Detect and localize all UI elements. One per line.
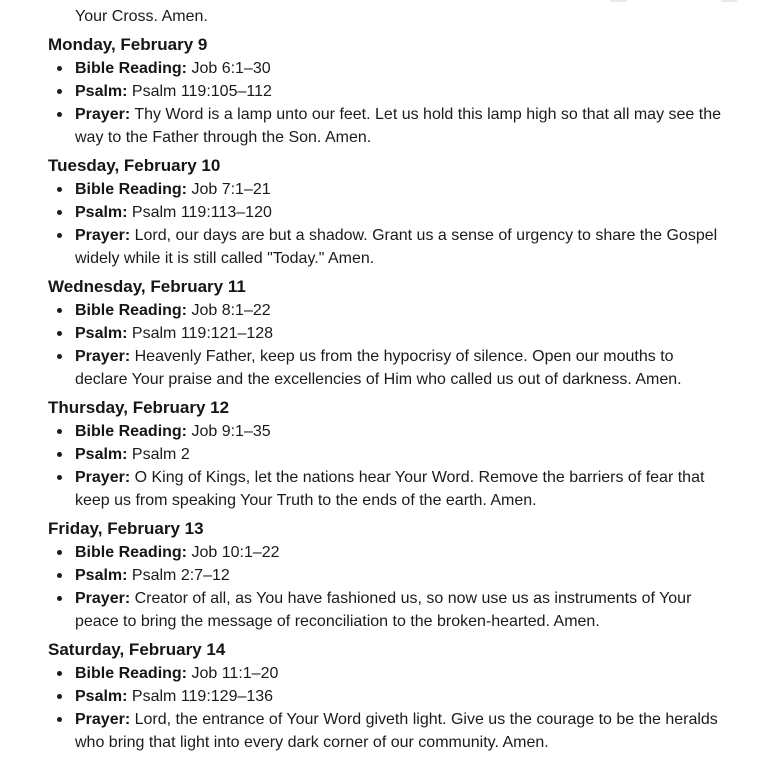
prayer-item [48, 587, 723, 633]
cutoff-text-artifact [610, 0, 627, 2]
bible-reading-item [48, 541, 723, 564]
bible-reading-label: Bible Reading: [75, 423, 188, 440]
day-section [48, 638, 723, 754]
psalm-item [48, 322, 723, 345]
reading-list [48, 178, 723, 270]
psalm-label: Psalm: [75, 83, 128, 100]
prayer-label: Prayer: [75, 106, 131, 123]
day-heading: Thursday, February 12 [48, 398, 230, 417]
psalm-label: Psalm: [75, 204, 128, 221]
psalm-value: Psalm 2 [131, 446, 190, 463]
bullet-icon [57, 354, 62, 359]
prayer-text: O King of Kings, let the nations hear Your Word. Remove the barriers of fear that keep us from speaking Your Truth to the ends of the earth. Amen. [75, 469, 705, 509]
bible-reading-value: Job 9:1–35 [191, 423, 271, 440]
day-section [48, 396, 723, 512]
intro-prayer-fragment: Your Cross. Amen. [75, 8, 208, 25]
bible-reading-item [48, 662, 723, 685]
day-section [48, 154, 723, 270]
psalm-label: Psalm: [75, 446, 128, 463]
bible-reading-label: Bible Reading: [75, 181, 188, 198]
bible-reading-value: Job 7:1–21 [191, 181, 271, 198]
bullet-icon [57, 573, 62, 578]
day-heading: Monday, February 9 [48, 35, 208, 54]
bullet-icon [57, 671, 62, 676]
bible-reading-label: Bible Reading: [75, 665, 188, 682]
prayer-item [48, 466, 723, 512]
prayer-item [48, 103, 723, 149]
prayer-text: Creator of all, as You have fashioned us, so now use us as instruments of Your peace to bring the message of reconciliation to the broken-hearted. Amen. [75, 590, 692, 630]
psalm-value: Psalm 119:121–128 [131, 325, 274, 342]
bible-reading-value: Job 6:1–30 [191, 60, 271, 77]
bullet-icon [57, 717, 62, 722]
day-section [48, 33, 723, 149]
prayer-text: Heavenly Father, keep us from the hypocrisy of silence. Open our mouths to declare Your praise and the excellencies of Him who called us out of darkness. Amen. [75, 348, 682, 388]
bible-reading-label: Bible Reading: [75, 302, 188, 319]
prayer-text: Lord, our days are but a shadow. Grant us a sense of urgency to share the Gospel widely while it is still called "Today." Amen. [75, 227, 718, 267]
psalm-value: Psalm 119:105–112 [131, 83, 272, 100]
bible-reading-item [48, 57, 723, 80]
bullet-icon [57, 596, 62, 601]
bullet-icon [57, 475, 62, 480]
reading-list [48, 420, 723, 512]
bible-reading-value: Job 10:1–22 [191, 544, 280, 561]
reading-list [48, 662, 723, 754]
day-heading: Friday, February 13 [48, 519, 204, 538]
bible-reading-value: Job 8:1–22 [191, 302, 271, 319]
bullet-icon [57, 452, 62, 457]
psalm-label: Psalm: [75, 688, 128, 705]
prayer-item [48, 345, 723, 391]
psalm-value: Psalm 119:113–120 [131, 204, 272, 221]
prayer-text: Thy Word is a lamp unto our feet. Let us hold this lamp high so that all may see the way to the Father through the Son. Amen. [75, 106, 721, 146]
psalm-item [48, 80, 723, 103]
prayer-label: Prayer: [75, 469, 131, 486]
bible-reading-label: Bible Reading: [75, 544, 188, 561]
bullet-icon [57, 66, 62, 71]
day-section [48, 517, 723, 633]
bullet-icon [57, 694, 62, 699]
prayer-label: Prayer: [75, 227, 131, 244]
psalm-item [48, 443, 723, 466]
bullet-icon [57, 187, 62, 192]
bullet-icon [57, 210, 62, 215]
prayer-item [48, 708, 723, 754]
prayer-item [48, 224, 723, 270]
bullet-icon [57, 112, 62, 117]
psalm-label: Psalm: [75, 567, 128, 584]
day-heading: Tuesday, February 10 [48, 156, 221, 175]
reading-list [48, 299, 723, 391]
psalm-label: Psalm: [75, 325, 128, 342]
bullet-icon [57, 429, 62, 434]
prayer-text: Lord, the entrance of Your Word giveth light. Give us the courage to be the heralds who bring that light into every dark corner of our community. Amen. [75, 711, 718, 751]
bullet-icon [57, 89, 62, 94]
bullet-icon [57, 331, 62, 336]
day-heading: Wednesday, February 11 [48, 277, 246, 296]
day-heading: Saturday, February 14 [48, 640, 226, 659]
bible-reading-item [48, 420, 723, 443]
prayer-label: Prayer: [75, 590, 131, 607]
psalm-item [48, 564, 723, 587]
psalm-value: Psalm 2:7–12 [131, 567, 230, 584]
prayer-label: Prayer: [75, 348, 131, 365]
cutoff-text-artifact [721, 0, 737, 2]
reading-list [48, 541, 723, 633]
bullet-icon [57, 550, 62, 555]
bullet-icon [57, 308, 62, 313]
psalm-item [48, 201, 723, 224]
bible-reading-value: Job 11:1–20 [191, 665, 279, 682]
bullet-icon [57, 233, 62, 238]
psalm-value: Psalm 119:129–136 [131, 688, 274, 705]
reading-list [48, 57, 723, 149]
day-section [48, 275, 723, 391]
bible-reading-item [48, 178, 723, 201]
prayer-label: Prayer: [75, 711, 131, 728]
bible-reading-item [48, 299, 723, 322]
psalm-item [48, 685, 723, 708]
bible-reading-label: Bible Reading: [75, 60, 188, 77]
